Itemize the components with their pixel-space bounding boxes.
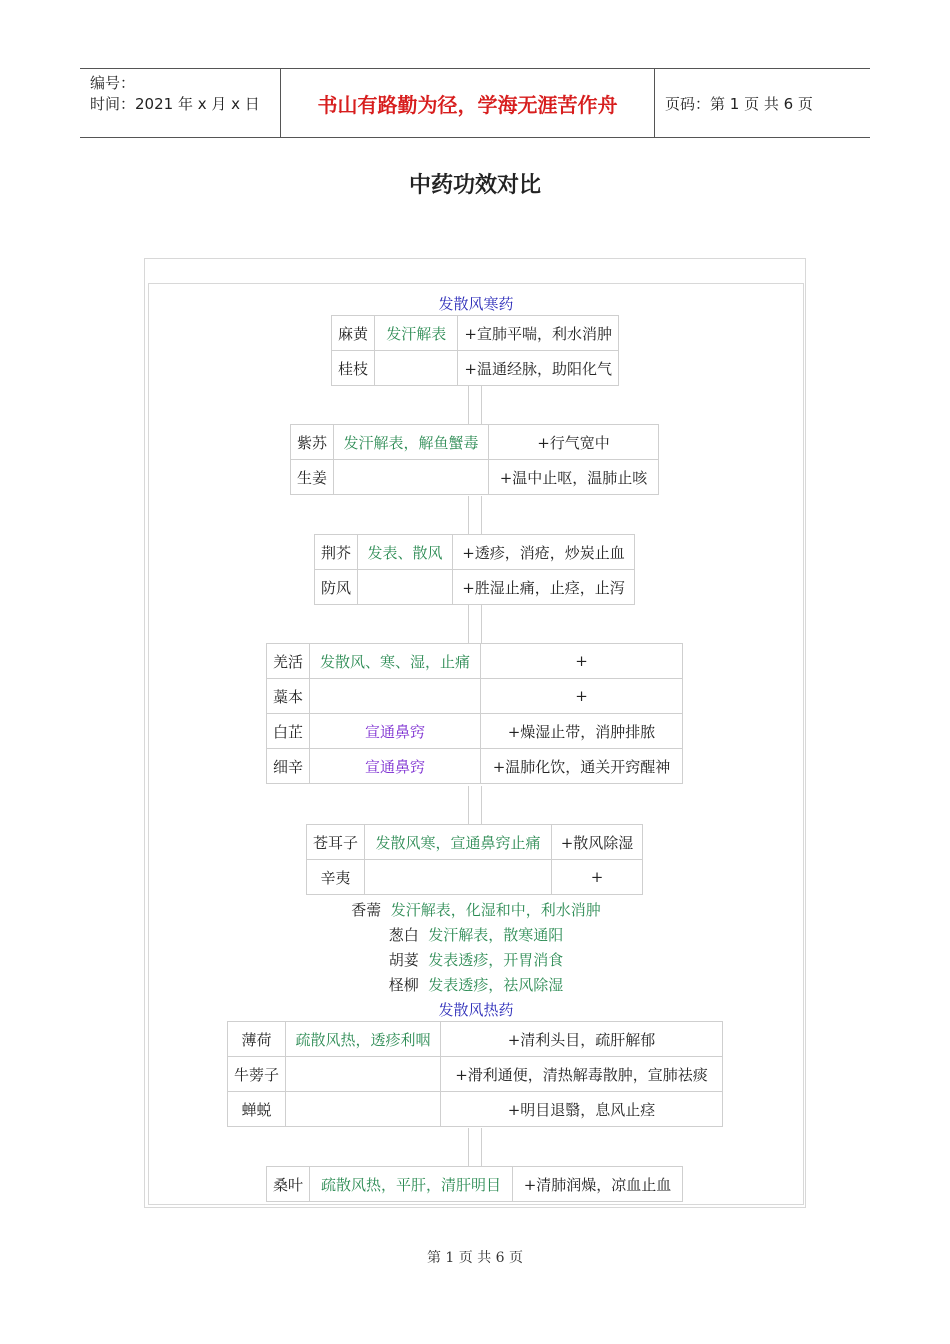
- table-row: [332, 316, 619, 351]
- herb-extra-effect: +行气宽中: [489, 425, 659, 460]
- herb-group-7: [266, 1166, 683, 1202]
- herb-shared-effect: 宣通鼻窍: [310, 749, 481, 784]
- table-row: [267, 714, 683, 749]
- herb-name: 桂枝: [332, 351, 375, 386]
- connector: [468, 1128, 482, 1166]
- list-item: [148, 924, 804, 945]
- herb-extra-effect: +: [552, 860, 643, 895]
- herb-name: 苍耳子: [307, 825, 365, 860]
- herb-shared-effect: [334, 460, 489, 495]
- herb-effect: 发表透疹，开胃消食: [428, 951, 564, 969]
- herb-name: 白芷: [267, 714, 310, 749]
- connector: [468, 786, 482, 824]
- herb-name: 麻黄: [332, 316, 375, 351]
- table-row: [307, 860, 643, 895]
- herb-shared-effect: [286, 1092, 441, 1127]
- herb-name: 牛蒡子: [228, 1057, 286, 1092]
- herb-name: 生姜: [291, 460, 334, 495]
- table-row: [291, 460, 659, 495]
- herb-shared-effect: 疏散风热，透疹利咽: [286, 1022, 441, 1057]
- herb-shared-effect: 发散风、寒、湿，止痛: [310, 644, 481, 679]
- table-row: [267, 749, 683, 784]
- herb-shared-effect: 发表、散风: [358, 535, 453, 570]
- herb-name: 羌活: [267, 644, 310, 679]
- table-row: [267, 1167, 683, 1202]
- herb-shared-effect: [365, 860, 552, 895]
- herb-group-1: [331, 315, 619, 386]
- list-item: [148, 974, 804, 995]
- herb-shared-effect: 发汗解表: [375, 316, 458, 351]
- table-row: [315, 570, 635, 605]
- number-label: 编号：: [90, 74, 136, 92]
- connector: [468, 386, 482, 424]
- herb-shared-effect: 宣通鼻窍: [310, 714, 481, 749]
- herb-name: 荆芥: [315, 535, 358, 570]
- herb-shared-effect: 发汗解表，解鱼蟹毒: [334, 425, 489, 460]
- herb-shared-effect: [358, 570, 453, 605]
- table-row: [228, 1092, 723, 1127]
- herb-shared-effect: [286, 1057, 441, 1092]
- herb-name: 辛夷: [307, 860, 365, 895]
- herb-name: 藁本: [267, 679, 310, 714]
- herb-shared-effect: [310, 679, 481, 714]
- herb-name: 柽柳: [388, 976, 419, 994]
- herb-name: 紫苏: [291, 425, 334, 460]
- table-row: [291, 425, 659, 460]
- herb-effect: 发表透疹，祛风除湿: [428, 976, 564, 994]
- herb-group-4: [266, 643, 683, 784]
- herb-effect: 发汗解表，化湿和中，利水消肿: [390, 901, 601, 919]
- page-footer: 第 1 页 共 6 页: [426, 1250, 524, 1266]
- list-item: [148, 899, 804, 920]
- herb-group-3: [314, 534, 635, 605]
- herb-shared-effect: 发散风寒，宣通鼻窍止痛: [365, 825, 552, 860]
- herb-extra-effect: +滑利通便，清热解毒散肿，宣肺祛痰: [441, 1057, 723, 1092]
- header-page-info: 页码：第 1 页 共 6 页: [665, 94, 813, 113]
- section-title-wind-cold: 发散风寒药: [438, 295, 514, 313]
- herb-name: 薄荷: [228, 1022, 286, 1057]
- herb-name: 胡荽: [388, 951, 419, 969]
- herb-effect: 发汗解表，散寒通阳: [428, 926, 564, 944]
- table-row: [267, 679, 683, 714]
- herb-shared-effect: [375, 351, 458, 386]
- herb-name: 葱白: [388, 926, 419, 944]
- herb-extra-effect: +温肺化饮，通关开窍醒神: [481, 749, 683, 784]
- herb-name: 防风: [315, 570, 358, 605]
- herb-extra-effect: +胜湿止痛，止痉，止泻: [453, 570, 635, 605]
- herb-extra-effect: +温中止呕，温肺止咳: [489, 460, 659, 495]
- header-meta: [80, 69, 281, 137]
- header-motto: 书山有路勤为径，学海无涯苦作舟: [281, 69, 655, 137]
- herb-group-2: [290, 424, 659, 495]
- table-row: [307, 825, 643, 860]
- document-header: [80, 68, 870, 138]
- herb-extra-effect: +透疹，消疮，炒炭止血: [453, 535, 635, 570]
- herb-name: 香薷: [351, 901, 382, 919]
- herb-group-6: [227, 1021, 723, 1127]
- herb-extra-effect: +清利头目，疏肝解郁: [441, 1022, 723, 1057]
- connector: [468, 496, 482, 534]
- table-row: [267, 644, 683, 679]
- herb-shared-effect: 疏散风热，平肝，清肝明目: [310, 1167, 513, 1202]
- connector: [468, 605, 482, 643]
- table-row: [315, 535, 635, 570]
- herb-group-5: [306, 824, 643, 895]
- herb-name: 细辛: [267, 749, 310, 784]
- page-title: 中药功效对比: [408, 173, 541, 198]
- herb-name: 桑叶: [267, 1167, 310, 1202]
- list-item: [148, 949, 804, 970]
- table-row: [332, 351, 619, 386]
- table-row: [228, 1022, 723, 1057]
- herb-extra-effect: +: [481, 644, 683, 679]
- time-label: 时间：2021 年 x 月 x 日: [90, 95, 260, 113]
- herb-extra-effect: +明目退翳，息风止痉: [441, 1092, 723, 1127]
- table-row: [228, 1057, 723, 1092]
- herb-name: 蝉蜕: [228, 1092, 286, 1127]
- herb-extra-effect: +温通经脉，助阳化气: [458, 351, 619, 386]
- herb-extra-effect: +宣肺平喘，利水消肿: [458, 316, 619, 351]
- herb-extra-effect: +清肺润燥，凉血止血: [513, 1167, 683, 1202]
- herb-extra-effect: +燥湿止带，消肿排脓: [481, 714, 683, 749]
- herb-extra-effect: +散风除湿: [552, 825, 643, 860]
- herb-extra-effect: +: [481, 679, 683, 714]
- section-title-wind-heat: 发散风热药: [438, 1001, 514, 1019]
